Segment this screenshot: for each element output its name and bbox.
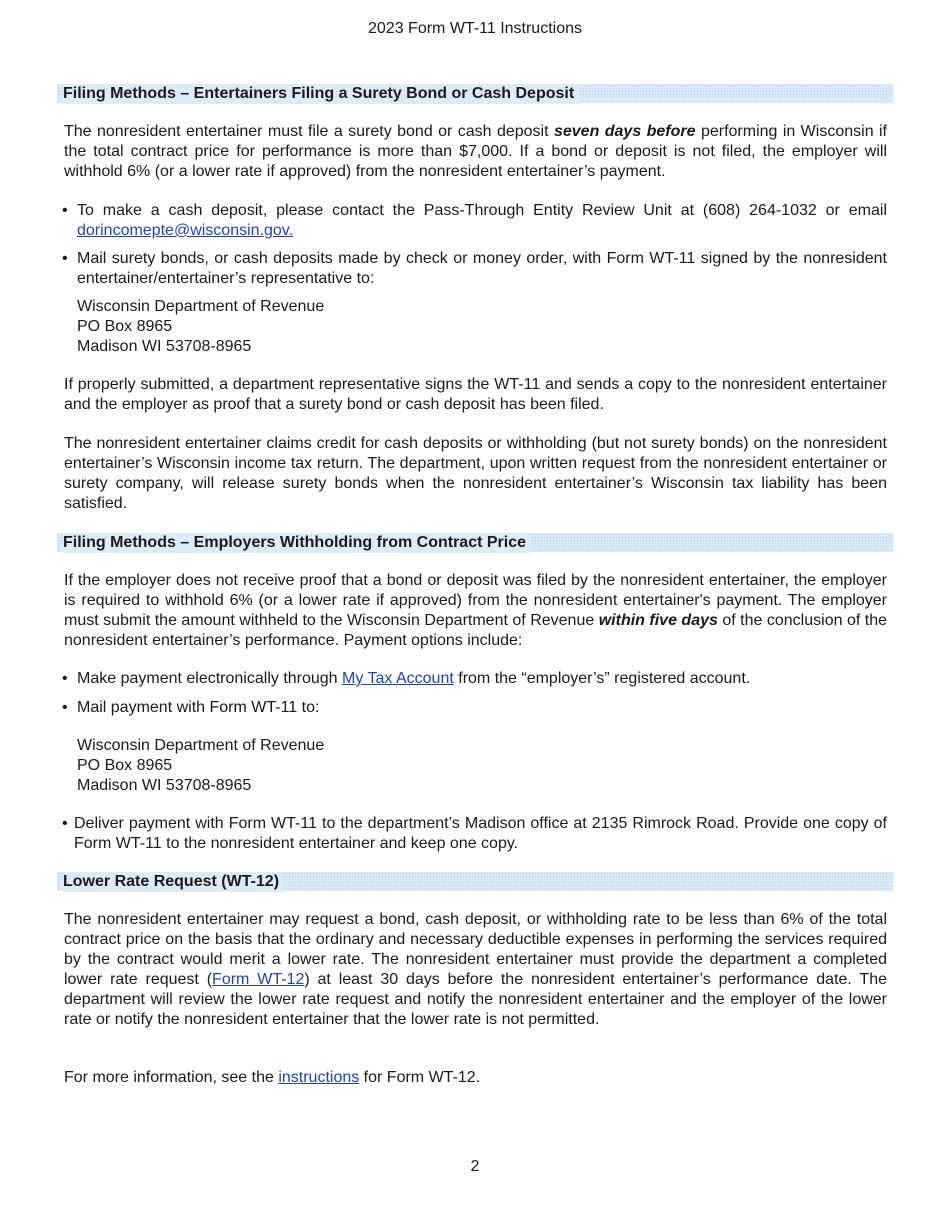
bullet-marker: • [62, 815, 68, 832]
mailing-address-2 [77, 736, 324, 796]
text-run: from the “employer’s” registered account. [453, 670, 751, 687]
paragraph-claims-credit: The nonresident entertainer claims credit for cash deposits or withholding (but not surety bonds) on the nonresident entertainer’s Wisconsin income tax return. The department, upon written request from the nonresident entertainer or surety company, will release surety bonds when the nonresident entertainer’s Wisconsin tax liability has been satisfied. [64, 435, 887, 512]
link-form-wt-12[interactable]: Form WT-12 [212, 971, 305, 988]
paragraph-surety-intro [64, 122, 887, 182]
emphasis-within-five-days: within five days [598, 612, 718, 629]
text-run: ) at least 30 days before the nonresident entertainer’s performance date. The department will review the lower rate request and notify the nonresident entertainer and the employer of the lower rate or notify the nonresident entertainer that the lower rate is not permitted. [64, 971, 887, 1028]
bullet-cash-deposit [62, 201, 887, 241]
address-line: Madison WI 53708-8965 [77, 338, 252, 355]
address-line: Madison WI 53708-8965 [77, 777, 252, 794]
text-run: Mail surety bonds, or cash deposits made by check or money order, with Form WT-11 signed by the nonresident entertainer/entertainer’s representative to: [77, 250, 887, 287]
address-line: PO Box 8965 [77, 757, 173, 774]
paragraph-more-information [64, 1068, 887, 1088]
text-run: for Form WT-12. [359, 1069, 481, 1086]
text-run: If the employer does not receive proof that a bond or deposit was filed by the nonresident entertainer, the employer is required to withhold 6% (or a lower rate if approved) from the nonresident entertainer's payment. The employer must submit the amount withheld to the Wisconsin Department of Revenue [64, 572, 887, 629]
page-number: 2 [470, 1158, 480, 1175]
text-run: of the conclusion of the nonresident entertainer’s performance. Payment options include: [64, 612, 888, 649]
email-link-dorincomepte[interactable]: dorincomepte@wisconsin.gov. [77, 222, 294, 239]
section-heading-lower-rate: Lower Rate Request (WT-12) [63, 872, 283, 892]
emphasis-seven-days: seven days before [553, 123, 696, 140]
text-run: Make payment electronically through [77, 670, 343, 687]
bullet-mail-payment [62, 698, 887, 718]
section-heading-surety-bond: Filing Methods – Entertainers Filing a Surety Bond or Cash Deposit [63, 84, 578, 104]
address-line: PO Box 8965 [77, 318, 173, 335]
address-line: Wisconsin Department of Revenue [77, 737, 325, 754]
bullet-marker: • [62, 250, 68, 267]
bullet-deliver-payment [62, 814, 887, 854]
section-heading-employers-withholding: Filing Methods – Employers Withholding from Contract Price [63, 533, 530, 553]
bullet-marker: • [62, 202, 68, 219]
text-run: The nonresident entertainer must file a surety bond or cash deposit [64, 123, 554, 140]
paragraph-employer-withholding [64, 571, 887, 651]
text-run: For more information, see the [64, 1069, 279, 1086]
mailing-address-1 [77, 297, 324, 357]
link-instructions[interactable]: instructions [278, 1069, 360, 1086]
text-run: Deliver payment with Form WT-11 to the department’s Madison office at 2135 Rimrock Road. Provide one copy of Form WT-11 to the nonresident entertainer and keep one copy. [74, 815, 887, 852]
bullet-marker: • [62, 670, 68, 687]
text-run: performing in Wisconsin if the total contract price for performance is more than $7,000. If a bond or deposit is not filed, the employer will withhold 6% (or a lower rate if approved) from the nonresident entertainer’s payment. [64, 123, 887, 180]
link-my-tax-account[interactable]: My Tax Account [342, 670, 454, 687]
page-header: 2023 Form WT-11 Instructions [368, 20, 582, 37]
text-run: Mail payment with Form WT-11 to: [77, 699, 320, 716]
address-line: Wisconsin Department of Revenue [77, 298, 325, 315]
bullet-marker: • [62, 699, 68, 716]
bullet-mail-surety-bonds [62, 249, 887, 289]
text-run: The nonresident entertainer may request a bond, cash deposit, or withholding rate to be less than 6% of the total contract price on the basis that the ordinary and necessary deductible expenses in performing the services required by the contract would merit a lower rate. The nonresident entertainer must provide the department a completed lower rate request ( [64, 911, 887, 988]
text-run: To make a cash deposit, please contact the Pass-Through Entity Review Unit at (608) 264-1032 or email [77, 202, 887, 219]
bullet-pay-electronically [62, 669, 887, 689]
paragraph-lower-rate-request [64, 910, 887, 1030]
paragraph-proof-of-filing: If properly submitted, a department representative signs the WT-11 and sends a copy to the nonresident entertainer and the employer as proof that a surety bond or cash deposit has been filed. [64, 376, 887, 413]
